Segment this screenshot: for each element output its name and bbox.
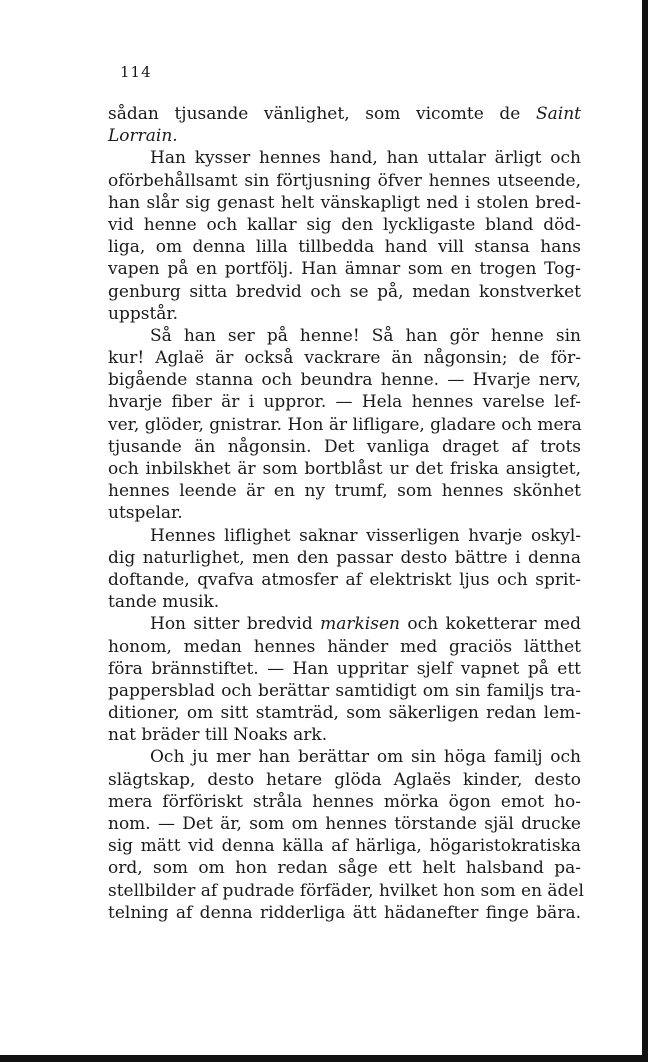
text-line: pappersblad och berättar samtidigt om sin familjs tra- <box>108 680 581 701</box>
text-line: vapen på en portfölj. Han ämnar som en trogen Tog- <box>108 259 581 280</box>
paragraph-start: Han kysser hennes hand, han uttalar ärligt och <box>150 148 581 169</box>
text-line: nat bräder till Noaks ark. <box>108 725 328 746</box>
text-segment: och koketterar med <box>399 614 581 635</box>
text-line: tjusande än någonsin. Det vanliga draget af trots <box>108 436 581 457</box>
text-line: vid henne och kallar sig den lyckligaste bland död- <box>108 214 581 235</box>
text-line: mera förföriskt stråla hennes mörka ögon emot ho- <box>108 791 581 812</box>
text-line: oförbehållsamt sin förtjusning öfver hennes utseende, <box>108 170 581 191</box>
text-line: doftande, qvafva atmosfer af elektriskt ljus och sprit- <box>108 569 581 590</box>
text-line: kur! Aglaë är också vackrare än någonsin; de för- <box>108 348 581 369</box>
text-line: tande musik. <box>108 592 220 613</box>
text-line: och inbilskhet är som bortblåst ur det friska ansigtet, <box>108 459 581 479</box>
text-segment: Hon sitter bredvid <box>150 614 321 635</box>
text-line: telning af denna ridderliga ätt hädanefter finge bära. <box>108 902 581 923</box>
text-line: ord, som om hon redan såge ett helt halsband pa- <box>108 858 581 879</box>
body-text <box>108 103 584 924</box>
page-number: 114 <box>120 63 152 81</box>
scan-right-border <box>642 0 648 1062</box>
text-line: hennes leende är en ny trumf, som hennes skönhet <box>108 481 581 502</box>
text-line: ver, glöder, gnistrar. Hon är lifligare, gladare och mera <box>108 414 582 435</box>
text-line: hvarje fiber är i uppror. — Hela hennes varelse lef- <box>108 392 581 413</box>
text-segment: sådan tjusande vänlighet, som vicomte de <box>108 104 536 124</box>
text-line <box>108 103 581 125</box>
text-line: han slår sig genast helt vänskapligt ned i stolen bred- <box>108 192 581 213</box>
text-line: nom. — Det är, som om hennes törstande själ drucke <box>108 814 581 834</box>
text-line: stellbilder af pudrade förfäder, hvilket hon som en ädel <box>108 880 584 901</box>
text-line: föra brännstiftet. — Han uppritar sjelf vapnet på ett <box>108 658 581 679</box>
paragraph-start: Så han ser på henne! Så han gör henne sin <box>150 325 581 346</box>
text-line: Lorrain. <box>108 126 178 147</box>
italic-word: markisen <box>320 614 400 635</box>
scan-bottom-border <box>0 1055 648 1062</box>
text-line: sig mätt vid denna källa af härliga, högaristokratiska <box>108 836 581 857</box>
text-line: liga, om denna lilla tillbedda hand vill stansa hans <box>108 237 581 258</box>
text-line: genburg sitta bredvid och se på, medan konstverket <box>108 281 581 302</box>
text-line: uppstår. <box>108 303 179 324</box>
text-line: dig naturlighet, men den passar desto bättre i denna <box>108 547 581 568</box>
italic-name: Saint <box>536 104 581 124</box>
text-line: utspelar. <box>108 503 183 524</box>
paragraph-start <box>108 613 581 635</box>
text-line: honom, medan hennes händer med graciös lätthet <box>108 636 581 657</box>
text-line: bigående stanna och beundra henne. — Hvarje nerv, <box>108 370 581 391</box>
text-line: ditioner, om sitt stamträd, som säkerligen redan lem- <box>108 703 581 724</box>
paragraph-start: Och ju mer han berättar om sin höga familj och <box>150 747 581 768</box>
paragraph-start: Hennes liflighet saknar visserligen hvarje oskyl- <box>150 525 581 546</box>
text-line: slägtskap, desto hetare glöda Aglaës kinder, desto <box>108 769 581 790</box>
